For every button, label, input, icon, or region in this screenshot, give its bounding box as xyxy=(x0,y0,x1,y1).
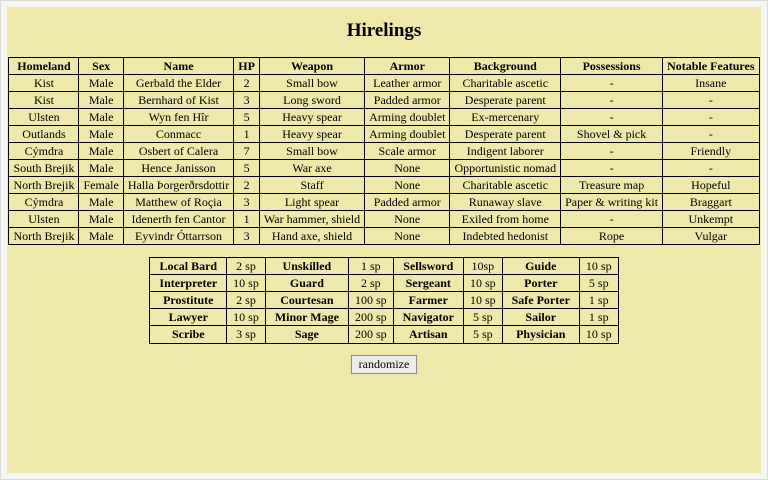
hireling-cell: Heavy spear xyxy=(259,126,364,143)
hireling-cell: - xyxy=(663,92,759,109)
hireling-cell: Long sword xyxy=(259,92,364,109)
hireling-cell: Small bow xyxy=(259,75,364,92)
service-name-cell: Lawyer xyxy=(150,309,227,326)
service-name-cell: Physician xyxy=(502,326,579,343)
hireling-cell: Indigent laborer xyxy=(450,143,561,160)
hirelings-table xyxy=(8,57,759,245)
hireling-cell: - xyxy=(663,160,759,177)
hireling-cell: Female xyxy=(79,177,123,194)
hireling-cell: 2 xyxy=(234,177,260,194)
service-name-cell: Prostitute xyxy=(150,292,227,309)
service-price-cell: 10 sp xyxy=(579,258,618,275)
hireling-cell: Opportunistic nomad xyxy=(450,160,561,177)
hireling-cell: Male xyxy=(79,194,123,211)
hireling-cell: Kist xyxy=(9,75,79,92)
hireling-cell: Wyn fen Hîr xyxy=(123,109,233,126)
hireling-cell: 5 xyxy=(234,109,260,126)
hireling-cell: Hence Janisson xyxy=(123,160,233,177)
hireling-cell: Male xyxy=(79,228,123,245)
service-name-cell: Sailor xyxy=(502,309,579,326)
service-price-cell: 10 sp xyxy=(463,292,502,309)
column-header: Sex xyxy=(79,58,123,75)
service-price-cell: 200 sp xyxy=(348,309,393,326)
hireling-cell: Male xyxy=(79,75,123,92)
randomize-button[interactable]: randomize xyxy=(351,355,418,374)
hireling-cell: Ex-mercenary xyxy=(450,109,561,126)
hireling-cell: North Brejik xyxy=(9,228,79,245)
column-header: Name xyxy=(123,58,233,75)
hireling-cell: Scale armor xyxy=(365,143,450,160)
hireling-cell: - xyxy=(561,75,663,92)
hireling-cell: Treasure map xyxy=(561,177,663,194)
hireling-cell: North Brejik xyxy=(9,177,79,194)
hireling-cell: 7 xyxy=(234,143,260,160)
service-name-cell: Guard xyxy=(265,275,348,292)
hireling-cell: Leather armor xyxy=(365,75,450,92)
column-header: Background xyxy=(450,58,561,75)
hireling-cell: - xyxy=(561,92,663,109)
hireling-cell: Matthew of Roçia xyxy=(123,194,233,211)
service-name-cell: Minor Mage xyxy=(265,309,348,326)
hireling-cell: Heavy spear xyxy=(259,109,364,126)
hireling-cell: Shovel & pick xyxy=(561,126,663,143)
hireling-cell: Indebted hedonist xyxy=(450,228,561,245)
hireling-cell: Staff xyxy=(259,177,364,194)
service-name-cell: Sage xyxy=(265,326,348,343)
hireling-cell: 2 xyxy=(234,75,260,92)
hireling-cell: Charitable ascetic xyxy=(450,177,561,194)
hireling-cell: Hand axe, shield xyxy=(259,228,364,245)
hireling-cell: - xyxy=(561,143,663,160)
hireling-cell: Padded armor xyxy=(365,92,450,109)
hireling-cell: Small bow xyxy=(259,143,364,160)
hireling-cell: Vulgar xyxy=(663,228,759,245)
hireling-row xyxy=(9,211,759,228)
price-row xyxy=(150,258,618,275)
hireling-prices-table xyxy=(149,257,618,343)
service-price-cell: 10 sp xyxy=(579,326,618,343)
hireling-cell: Male xyxy=(79,143,123,160)
hirelings-header-row xyxy=(9,58,759,75)
hireling-row xyxy=(9,126,759,143)
hireling-cell: Arming doublet xyxy=(365,109,450,126)
hireling-cell: Paper & writing kit xyxy=(561,194,663,211)
hireling-cell: Charitable ascetic xyxy=(450,75,561,92)
service-price-cell: 200 sp xyxy=(348,326,393,343)
hireling-cell: - xyxy=(663,126,759,143)
hireling-cell: Cýmdra xyxy=(9,194,79,211)
hireling-cell: Hopeful xyxy=(663,177,759,194)
hireling-cell: 1 xyxy=(234,126,260,143)
price-row xyxy=(150,326,618,343)
service-name-cell: Unskilled xyxy=(265,258,348,275)
hireling-cell: None xyxy=(365,177,450,194)
hireling-cell: Osbert of Calera xyxy=(123,143,233,160)
page-background xyxy=(7,7,761,473)
hireling-cell: Male xyxy=(79,160,123,177)
service-name-cell: Scribe xyxy=(150,326,227,343)
service-price-cell: 1 sp xyxy=(579,309,618,326)
hireling-cell: Desperate parent xyxy=(450,92,561,109)
hireling-cell: Padded armor xyxy=(365,194,450,211)
hireling-row xyxy=(9,143,759,160)
hireling-cell: Friendly xyxy=(663,143,759,160)
prices-table-body xyxy=(150,258,618,343)
hireling-cell: - xyxy=(561,160,663,177)
service-name-cell: Guide xyxy=(502,258,579,275)
hireling-cell: Exiled from home xyxy=(450,211,561,228)
service-price-cell: 10 sp xyxy=(463,275,502,292)
service-price-cell: 10sp xyxy=(463,258,502,275)
service-name-cell: Safe Porter xyxy=(502,292,579,309)
hireling-row xyxy=(9,92,759,109)
hireling-cell: Conmacc xyxy=(123,126,233,143)
hireling-row xyxy=(9,109,759,126)
hireling-cell: Insane xyxy=(663,75,759,92)
hirelings-table-body xyxy=(9,75,759,245)
column-header: HP xyxy=(234,58,260,75)
price-row xyxy=(150,292,618,309)
hireling-cell: Braggart xyxy=(663,194,759,211)
price-row xyxy=(150,309,618,326)
hireling-cell: Arming doublet xyxy=(365,126,450,143)
hireling-cell: None xyxy=(365,211,450,228)
hireling-row xyxy=(9,75,759,92)
hireling-cell: Male xyxy=(79,109,123,126)
hireling-cell: - xyxy=(561,109,663,126)
hireling-cell: None xyxy=(365,160,450,177)
hireling-cell: 5 xyxy=(234,160,260,177)
hireling-cell: Male xyxy=(79,211,123,228)
hireling-cell: Kist xyxy=(9,92,79,109)
hireling-cell: Cýmdra xyxy=(9,143,79,160)
service-price-cell: 10 sp xyxy=(227,275,266,292)
column-header: Weapon xyxy=(259,58,364,75)
hireling-cell: Light spear xyxy=(259,194,364,211)
service-name-cell: Farmer xyxy=(393,292,463,309)
hireling-cell: Male xyxy=(79,126,123,143)
hireling-cell: - xyxy=(663,109,759,126)
hireling-row xyxy=(9,160,759,177)
hireling-row xyxy=(9,228,759,245)
hireling-cell: None xyxy=(365,228,450,245)
hireling-cell: Male xyxy=(79,92,123,109)
service-price-cell: 5 sp xyxy=(463,326,502,343)
service-name-cell: Porter xyxy=(502,275,579,292)
hireling-cell: 3 xyxy=(234,228,260,245)
service-price-cell: 2 sp xyxy=(227,292,266,309)
hireling-cell: 3 xyxy=(234,92,260,109)
hireling-row xyxy=(9,177,759,194)
column-header: Possessions xyxy=(561,58,663,75)
hireling-cell: Bernhard of Kist xyxy=(123,92,233,109)
service-price-cell: 3 sp xyxy=(227,326,266,343)
hireling-cell: Eyvindr Óttarrson xyxy=(123,228,233,245)
hireling-cell: South Brejik xyxy=(9,160,79,177)
service-price-cell: 100 sp xyxy=(348,292,393,309)
hireling-cell: War hammer, shield xyxy=(259,211,364,228)
hireling-cell: Halla Þorgerðrsdottir xyxy=(123,177,233,194)
hireling-cell: Unkempt xyxy=(663,211,759,228)
button-row xyxy=(7,355,761,374)
hireling-cell: Outlands xyxy=(9,126,79,143)
hireling-cell: Runaway slave xyxy=(450,194,561,211)
hireling-cell: Desperate parent xyxy=(450,126,561,143)
service-name-cell: Sellsword xyxy=(393,258,463,275)
service-name-cell: Navigator xyxy=(393,309,463,326)
hirelings-table-header xyxy=(9,58,759,75)
hireling-cell: Gerbald the Elder xyxy=(123,75,233,92)
service-price-cell: 2 sp xyxy=(348,275,393,292)
service-price-cell: 5 sp xyxy=(463,309,502,326)
hireling-cell: Ulsten xyxy=(9,109,79,126)
hireling-cell: Idenerth fen Cantor xyxy=(123,211,233,228)
hireling-cell: - xyxy=(561,211,663,228)
service-name-cell: Interpreter xyxy=(150,275,227,292)
hireling-row xyxy=(9,194,759,211)
price-row xyxy=(150,275,618,292)
hireling-cell: Rope xyxy=(561,228,663,245)
service-price-cell: 5 sp xyxy=(579,275,618,292)
service-price-cell: 10 sp xyxy=(227,309,266,326)
service-price-cell: 1 sp xyxy=(579,292,618,309)
service-name-cell: Courtesan xyxy=(265,292,348,309)
hireling-cell: 3 xyxy=(234,194,260,211)
column-header: Armor xyxy=(365,58,450,75)
hireling-cell: Ulsten xyxy=(9,211,79,228)
column-header: Notable Features xyxy=(663,58,759,75)
service-price-cell: 2 sp xyxy=(227,258,266,275)
column-header: Homeland xyxy=(9,58,79,75)
service-price-cell: 1 sp xyxy=(348,258,393,275)
hireling-cell: War axe xyxy=(259,160,364,177)
service-name-cell: Local Bard xyxy=(150,258,227,275)
hireling-cell: 1 xyxy=(234,211,260,228)
page-title: Hirelings xyxy=(346,20,422,41)
service-name-cell: Sergeant xyxy=(393,275,463,292)
service-name-cell: Artisan xyxy=(393,326,463,343)
